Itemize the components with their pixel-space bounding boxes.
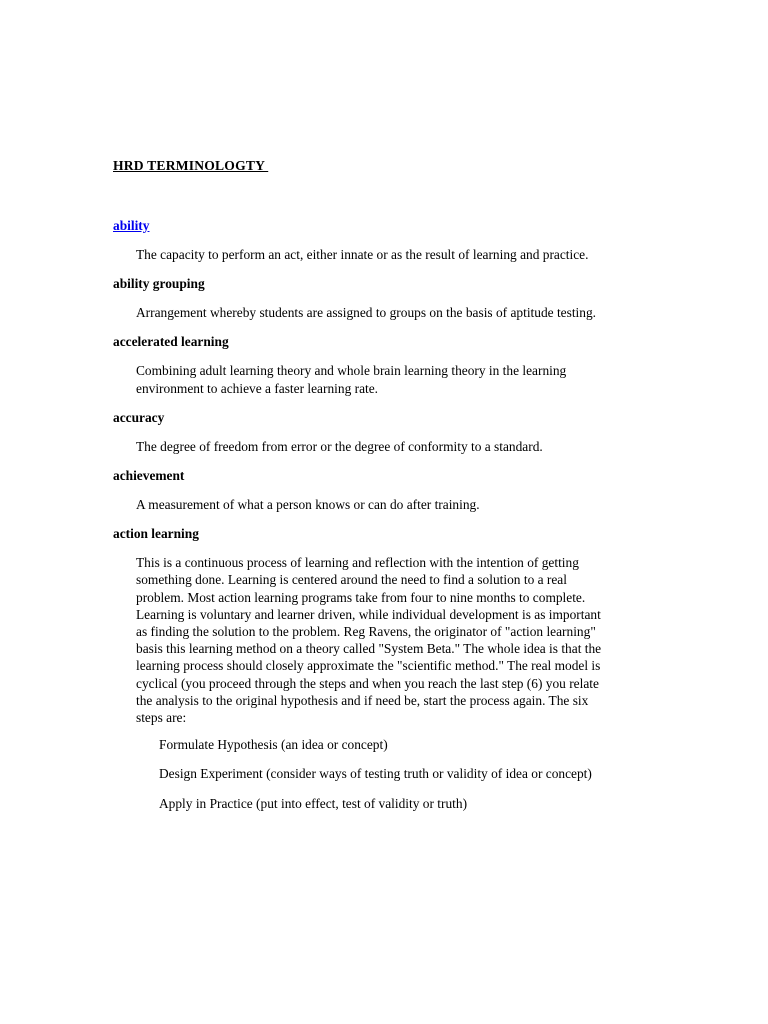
glossary-entry-accelerated-learning <box>113 332 633 396</box>
document-title: HRD TERMINOLOGTY <box>113 158 269 173</box>
step-item: Formulate Hypothesis (an idea or concept) <box>159 737 388 753</box>
term-action-learning: action learning <box>113 526 199 542</box>
action-learning-steps <box>159 736 609 812</box>
step-item: Design Experiment (consider ways of testing truth or validity of idea or concept) <box>159 766 592 782</box>
definition-accuracy: The degree of freedom from error or the degree of conformity to a standard. <box>136 438 543 454</box>
step-item: Apply in Practice (put into effect, test of validity or truth) <box>159 795 468 811</box>
glossary-entry-achievement <box>113 466 633 513</box>
term-link-ability[interactable]: ability <box>113 218 150 233</box>
term-ability-grouping: ability grouping <box>113 276 205 292</box>
term-accelerated-learning: accelerated learning <box>113 334 229 350</box>
glossary-entries <box>113 216 633 824</box>
definition-ability-grouping: Arrangement whereby students are assigned to groups on the basis of aptitude testing. <box>136 305 597 321</box>
glossary-entry-action-learning <box>113 524 633 812</box>
glossary-entry-ability <box>113 216 633 263</box>
term-achievement: achievement <box>113 468 185 484</box>
definition-accelerated-learning: Combining adult learning theory and whole brain learning theory in the learning environment to achieve a faster learning rate. <box>136 363 567 396</box>
glossary-entry-accuracy <box>113 408 633 455</box>
definition-ability: The capacity to perform an act, either innate or as the result of learning and practice. <box>136 247 589 262</box>
definition-action-learning: This is a continuous process of learning and reflection with the intention of getting something done. Learning is centered around the need to find a solution to a real problem. Most action learning programs take from four to nine months to complete. Learning is voluntary and learner driven, while individual development is as important as finding the solution to the problem. Reg Ravens, the originator of "action learning" basis this learning method on a theory called "System Beta." The whole idea is that the learning process should closely approximate the "scientific method." The real model is cyclical (you proceed through the steps and when you reach the last step (6) you relate the analysis to the original hypothesis and if need be, start the process again. The six steps are: <box>136 555 602 726</box>
definition-achievement: A measurement of what a person knows or can do after training. <box>136 497 480 513</box>
term-accuracy: accuracy <box>113 409 165 425</box>
glossary-entry-ability-grouping <box>113 274 633 321</box>
